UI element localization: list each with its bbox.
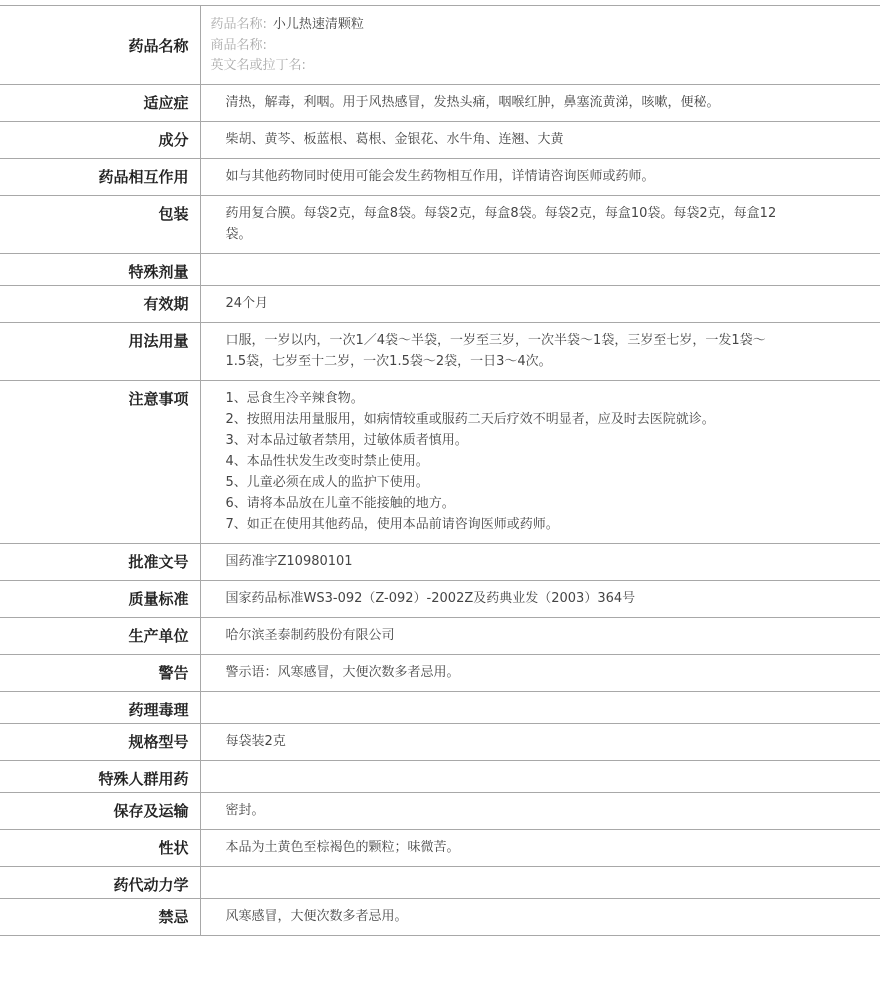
pharmacokinetics-value <box>200 866 880 898</box>
approval-number-value: 国药准字Z10980101 <box>200 543 880 580</box>
contraindications-value: 风寒感冒，大便次数多者忌用。 <box>200 898 880 935</box>
list-item: 7、如正在使用其他药品，使用本品前请咨询医师或药师。 <box>225 516 559 532</box>
list-item: 4、本品性状发生改变时禁止使用。 <box>225 453 429 469</box>
row-label-contraindications: 禁忌 <box>0 898 200 935</box>
row-label-ingredients: 成分 <box>0 121 200 158</box>
manufacturer-value: 哈尔滨圣泰制药股份有限公司 <box>200 617 880 654</box>
table-row <box>0 792 880 829</box>
packaging-value: 药用复合膜。每袋2克，每盒8袋。每袋2克，每盒8袋。每袋2克，每盒10袋。每袋2克，每盒12袋。 <box>200 195 880 253</box>
english-name-line <box>211 56 871 77</box>
shelf-life-value: 24个月 <box>200 285 880 322</box>
list-item: 2、按照用法用量服用，如病情较重或服药二天后疗效不明显者，应及时去医院就诊。 <box>225 411 715 427</box>
ingredients-value: 柴胡、黄芩、板蓝根、葛根、金银花、水牛角、连翘、大黄 <box>200 121 880 158</box>
row-label-quality-standard: 质量标准 <box>0 580 200 617</box>
row-label-approval-number: 批准文号 <box>0 543 200 580</box>
row-label-shelf-life: 有效期 <box>0 285 200 322</box>
row-label-warning: 警告 <box>0 654 200 691</box>
quality-standard-value: 国家药品标准WS3-092（Z-092）-2002Z及药典业发（2003）364号 <box>200 580 880 617</box>
row-label-pharmacokinetics: 药代动力学 <box>0 866 200 898</box>
generic-name-value: 小儿热速清颗粒 <box>272 17 364 32</box>
row-label-manufacturer: 生产单位 <box>0 617 200 654</box>
list-item: 5、儿童必须在成人的监护下使用。 <box>225 474 429 490</box>
row-label-packaging: 包装 <box>0 195 200 253</box>
row-label-pharmacology: 药理毒理 <box>0 691 200 723</box>
table-row <box>0 322 880 380</box>
trade-name-line <box>211 36 871 57</box>
row-label-indications: 适应症 <box>0 84 200 121</box>
table-row <box>0 654 880 691</box>
table-row <box>0 6 880 85</box>
table-row <box>0 580 880 617</box>
table-row <box>0 723 880 760</box>
table-row <box>0 285 880 322</box>
generic-name-line <box>211 15 871 36</box>
table-row <box>0 380 880 543</box>
indications-value: 清热，解毒，利咽。用于风热感冒，发热头痛，咽喉红肿，鼻塞流黄涕，咳嗽，便秘。 <box>200 84 880 121</box>
list-item: 6、请将本品放在儿童不能接触的地方。 <box>225 495 455 511</box>
interactions-value: 如与其他药物同时使用可能会发生药物相互作用，详情请咨询医师或药师。 <box>200 158 880 195</box>
table-row <box>0 829 880 866</box>
table-row <box>0 691 880 723</box>
table-row <box>0 866 880 898</box>
table-row <box>0 195 880 253</box>
list-item: 3、对本品过敏者禁用，过敏体质者慎用。 <box>225 432 468 448</box>
precautions-list <box>200 380 880 543</box>
table-row <box>0 543 880 580</box>
trade-name-key: 商品名称: <box>210 37 267 53</box>
table-row <box>0 898 880 935</box>
row-label-dosage: 用法用量 <box>0 322 200 380</box>
row-label-appearance: 性状 <box>0 829 200 866</box>
special-dosage-value <box>200 253 880 285</box>
english-name-key: 英文名或拉丁名: <box>210 58 306 73</box>
table-row <box>0 84 880 121</box>
drug-name-block <box>200 6 880 85</box>
specification-value: 每袋装2克 <box>200 723 880 760</box>
dosage-value: 口服，一岁以内，一次1／4袋～半袋，一岁至三岁，一次半袋～1袋，三岁至七岁，一发1袋～1.5袋，七岁至十二岁，一次1.5袋～2袋，一日3～4次。 <box>200 322 880 380</box>
pharmacology-value <box>200 691 880 723</box>
row-label-specification: 规格型号 <box>0 723 200 760</box>
row-label-interactions: 药品相互作用 <box>0 158 200 195</box>
table-row <box>0 253 880 285</box>
storage-value: 密封。 <box>200 792 880 829</box>
row-label-precautions: 注意事项 <box>0 380 200 543</box>
warning-value: 警示语：风寒感冒，大便次数多者忌用。 <box>200 654 880 691</box>
row-label-special-populations: 特殊人群用药 <box>0 760 200 792</box>
drug-spec-table <box>0 5 880 936</box>
table-row <box>0 617 880 654</box>
table-row <box>0 760 880 792</box>
special-populations-value <box>200 760 880 792</box>
table-row <box>0 158 880 195</box>
appearance-value: 本品为土黄色至棕褐色的颗粒；味微苦。 <box>200 829 880 866</box>
list-item: 1、忌食生冷辛辣食物。 <box>225 390 364 406</box>
generic-name-key: 药品名称: <box>210 17 267 32</box>
table-row <box>0 121 880 158</box>
row-label-special-dosage: 特殊剂量 <box>0 253 200 285</box>
row-label-storage: 保存及运输 <box>0 792 200 829</box>
row-label-drug-name: 药品名称 <box>0 6 200 85</box>
